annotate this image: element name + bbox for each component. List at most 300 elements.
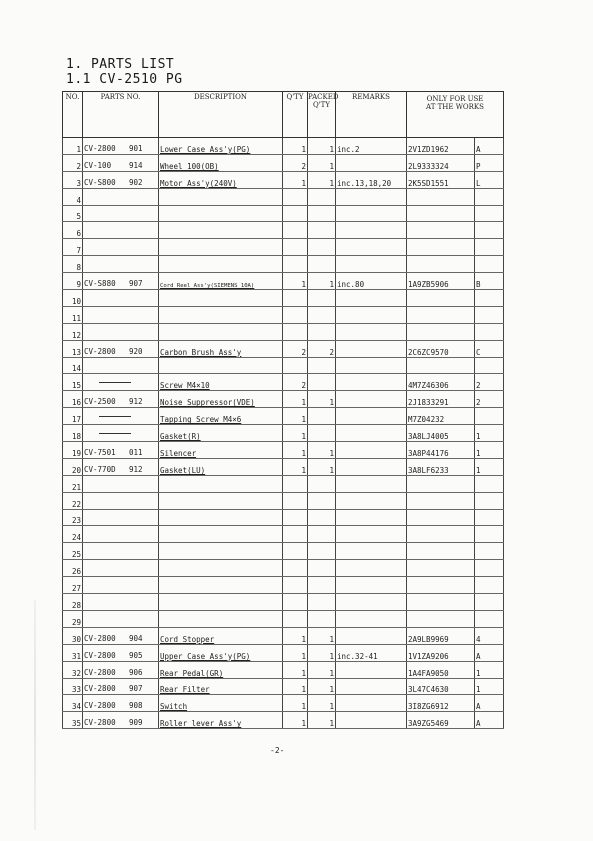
table-row <box>63 205 504 222</box>
description-cell <box>159 712 283 729</box>
same-as-dash <box>99 433 131 434</box>
remarks-cell <box>336 492 407 509</box>
parts-number-cell <box>83 644 159 661</box>
description-cell <box>159 138 283 155</box>
quantity-cell: 1 <box>283 627 308 644</box>
works-flag-cell: A <box>475 712 504 729</box>
row-number: 31 <box>63 644 83 661</box>
quantity-cell <box>283 222 308 239</box>
works-code-cell: 3A8LJ4005 <box>407 425 475 442</box>
quantity-cell <box>283 492 308 509</box>
parts-suffix: 920 <box>129 346 143 356</box>
parts-suffix: 912 <box>129 397 143 407</box>
row-number: 9 <box>63 273 83 290</box>
parts-suffix: 902 <box>129 177 143 187</box>
page-number: -2- <box>270 746 285 755</box>
works-code-cell <box>407 188 475 205</box>
quantity-cell: 2 <box>283 374 308 391</box>
table-row <box>63 323 504 340</box>
quantity-cell: 1 <box>283 712 308 729</box>
works-code-cell <box>407 290 475 307</box>
row-number: 35 <box>63 712 83 729</box>
remarks-cell <box>336 154 407 171</box>
works-code-cell: 4M7Z46306 <box>407 374 475 391</box>
works-code-cell <box>407 610 475 627</box>
packed-qty-cell <box>308 256 336 273</box>
parts-number-cell <box>83 543 159 560</box>
parts-number-cell <box>83 475 159 492</box>
table-row <box>63 273 504 290</box>
packed-qty-cell <box>308 594 336 611</box>
description-cell <box>159 526 283 543</box>
remarks-cell <box>336 475 407 492</box>
parts-number-cell <box>83 610 159 627</box>
works-flag-cell: 2 <box>475 374 504 391</box>
table-row <box>63 458 504 475</box>
works-flag-cell <box>475 594 504 611</box>
table-row <box>63 627 504 644</box>
parts-number-cell <box>83 695 159 712</box>
works-code-cell: 3L47C4630 <box>407 678 475 695</box>
parts-suffix: 907 <box>129 279 143 289</box>
quantity-cell: 1 <box>283 171 308 188</box>
subsection-title: 1.1 CV-2510 PG <box>66 72 183 87</box>
description-text: Switch <box>160 702 188 712</box>
quantity-cell: 1 <box>283 138 308 155</box>
remarks-cell <box>336 340 407 357</box>
works-code-cell: 2C6ZC9570 <box>407 340 475 357</box>
quantity-cell: 2 <box>283 154 308 171</box>
description-cell <box>159 188 283 205</box>
works-flag-cell: 2 <box>475 391 504 408</box>
works-code-cell: 2K5SD1551 <box>407 171 475 188</box>
works-flag-cell <box>475 475 504 492</box>
works-code-cell <box>407 357 475 374</box>
description-cell <box>159 678 283 695</box>
works-flag-cell: P <box>475 154 504 171</box>
packed-qty-cell: 1 <box>308 171 336 188</box>
parts-number-cell <box>83 408 159 425</box>
col-header-qty: Q'TY <box>283 92 308 138</box>
parts-number-cell <box>83 357 159 374</box>
description-cell <box>159 340 283 357</box>
parts-prefix: CV-7501 <box>84 447 116 457</box>
description-cell <box>159 323 283 340</box>
works-flag-cell <box>475 408 504 425</box>
description-cell <box>159 391 283 408</box>
description-cell <box>159 374 283 391</box>
works-flag-cell <box>475 577 504 594</box>
quantity-cell: 1 <box>283 695 308 712</box>
description-text: Tapping Screw M4×6 <box>160 415 242 425</box>
row-number: 6 <box>63 222 83 239</box>
table-row <box>63 171 504 188</box>
parts-number-cell <box>83 661 159 678</box>
table-row <box>63 644 504 661</box>
works-code-cell: 3A9ZG5469 <box>407 712 475 729</box>
parts-number-cell <box>83 374 159 391</box>
works-flag-cell <box>475 492 504 509</box>
quantity-cell <box>283 475 308 492</box>
quantity-cell <box>283 256 308 273</box>
remarks-cell <box>336 526 407 543</box>
remarks-cell <box>336 458 407 475</box>
quantity-cell <box>283 357 308 374</box>
description-text: Roller lever Ass'y <box>160 719 242 729</box>
row-number: 32 <box>63 661 83 678</box>
description-cell <box>159 357 283 374</box>
description-text: Carbon Brush Ass'y <box>160 347 242 357</box>
works-label-2: AT THE WORKS <box>426 103 484 111</box>
row-number: 11 <box>63 306 83 323</box>
quantity-cell: 1 <box>283 661 308 678</box>
table-row <box>63 408 504 425</box>
packed-qty-cell <box>308 475 336 492</box>
works-flag-cell: C <box>475 340 504 357</box>
works-code-cell: 3I8ZG6912 <box>407 695 475 712</box>
works-code-cell: 1A4FA9050 <box>407 661 475 678</box>
works-flag-cell <box>475 543 504 560</box>
parts-number-cell <box>83 526 159 543</box>
parts-number-cell <box>83 222 159 239</box>
table-row <box>63 306 504 323</box>
description-cell <box>159 442 283 459</box>
packed-qty-cell: 1 <box>308 273 336 290</box>
packed-qty-cell <box>308 526 336 543</box>
packed-qty-cell <box>308 290 336 307</box>
packed-qty-cell <box>308 323 336 340</box>
parts-prefix: CV-2800 <box>84 143 116 153</box>
description-cell <box>159 644 283 661</box>
remarks-cell: inc.32-41 <box>336 644 407 661</box>
description-text: Gasket(R) <box>160 432 201 442</box>
parts-number-cell <box>83 678 159 695</box>
parts-number-cell <box>83 323 159 340</box>
table-body <box>63 138 504 729</box>
parts-suffix: 912 <box>129 464 143 474</box>
row-number: 10 <box>63 290 83 307</box>
table-row <box>63 222 504 239</box>
works-code-cell: 2J1833291 <box>407 391 475 408</box>
description-text: Lower Case Ass'y(PG) <box>160 144 251 154</box>
row-number: 13 <box>63 340 83 357</box>
description-text: Rear Pedal(GR) <box>160 668 224 678</box>
parts-prefix: CV-2800 <box>84 346 116 356</box>
description-cell <box>159 239 283 256</box>
description-cell <box>159 594 283 611</box>
table-row <box>63 543 504 560</box>
row-number: 34 <box>63 695 83 712</box>
packed-qty-cell: 1 <box>308 442 336 459</box>
table-row <box>63 391 504 408</box>
remarks-cell <box>336 712 407 729</box>
quantity-cell <box>283 560 308 577</box>
row-number: 30 <box>63 627 83 644</box>
description-cell <box>159 492 283 509</box>
description-cell <box>159 627 283 644</box>
parts-number-cell <box>83 442 159 459</box>
packed-qty-cell <box>308 610 336 627</box>
works-code-cell <box>407 560 475 577</box>
works-flag-cell: B <box>475 273 504 290</box>
works-flag-cell: A <box>475 695 504 712</box>
works-code-cell <box>407 256 475 273</box>
works-label-1: ONLY FOR USE <box>426 95 484 103</box>
parts-number-cell <box>83 560 159 577</box>
works-flag-cell <box>475 357 504 374</box>
quantity-cell: 1 <box>283 644 308 661</box>
description-text: Gasket(LU) <box>160 465 206 475</box>
packed-qty-cell <box>308 306 336 323</box>
parts-suffix: 908 <box>129 701 143 711</box>
quantity-cell <box>283 509 308 526</box>
parts-number-cell <box>83 154 159 171</box>
row-number: 29 <box>63 610 83 627</box>
description-cell <box>159 560 283 577</box>
works-code-cell <box>407 239 475 256</box>
description-text: Wheel 100(OB) <box>160 161 219 171</box>
works-code-cell: M7Z04232 <box>407 408 475 425</box>
packed-label: PACKED <box>308 93 339 101</box>
table-row <box>63 594 504 611</box>
table-row <box>63 560 504 577</box>
works-flag-cell: L <box>475 171 504 188</box>
packed-qty-cell: 1 <box>308 644 336 661</box>
row-number: 5 <box>63 205 83 222</box>
parts-number-cell <box>83 425 159 442</box>
parts-suffix: 909 <box>129 718 143 728</box>
quantity-cell <box>283 594 308 611</box>
quantity-cell <box>283 323 308 340</box>
parts-number-cell <box>83 712 159 729</box>
quantity-cell <box>283 239 308 256</box>
quantity-cell: 1 <box>283 273 308 290</box>
quantity-cell: 1 <box>283 458 308 475</box>
description-cell <box>159 154 283 171</box>
works-flag-cell: 1 <box>475 458 504 475</box>
description-text: Noise Suppressor(VDE) <box>160 398 255 408</box>
works-code-cell <box>407 323 475 340</box>
description-cell <box>159 408 283 425</box>
remarks-cell <box>336 408 407 425</box>
row-number: 28 <box>63 594 83 611</box>
description-text: Cord Reel Ass'y(SIEMENS 10A) <box>160 283 255 290</box>
quantity-cell: 1 <box>283 442 308 459</box>
table-row <box>63 138 504 155</box>
remarks-cell <box>336 509 407 526</box>
quantity-cell <box>283 577 308 594</box>
quantity-cell <box>283 205 308 222</box>
row-number: 22 <box>63 492 83 509</box>
packed-qty-cell <box>308 188 336 205</box>
works-flag-cell: 4 <box>475 627 504 644</box>
table-row <box>63 357 504 374</box>
description-text: Motor Ass'y(240V) <box>160 178 237 188</box>
quantity-cell <box>283 306 308 323</box>
parts-prefix: CV-S800 <box>84 177 116 187</box>
packed-qty-cell <box>308 374 336 391</box>
works-flag-cell <box>475 306 504 323</box>
packed-qty-cell <box>308 205 336 222</box>
row-number: 14 <box>63 357 83 374</box>
description-cell <box>159 222 283 239</box>
row-number: 17 <box>63 408 83 425</box>
description-text: Upper Case Ass'y(PG) <box>160 651 251 661</box>
parts-suffix: 907 <box>129 684 143 694</box>
table-row <box>63 492 504 509</box>
parts-number-cell <box>83 492 159 509</box>
packed-qty-cell: 1 <box>308 154 336 171</box>
description-cell <box>159 256 283 273</box>
works-flag-cell <box>475 290 504 307</box>
packed-qty-cell <box>308 509 336 526</box>
packed-qty-cell: 1 <box>308 678 336 695</box>
works-flag-cell <box>475 560 504 577</box>
quantity-cell: 1 <box>283 391 308 408</box>
works-flag-cell <box>475 509 504 526</box>
works-code-cell <box>407 543 475 560</box>
packed-qty-cell <box>308 239 336 256</box>
packed-qty-cell: 1 <box>308 712 336 729</box>
remarks-cell <box>336 442 407 459</box>
parts-number-cell <box>83 188 159 205</box>
parts-suffix: 901 <box>129 143 143 153</box>
remarks-cell <box>336 256 407 273</box>
remarks-cell <box>336 357 407 374</box>
table-row <box>63 188 504 205</box>
works-code-cell <box>407 594 475 611</box>
parts-number-cell <box>83 171 159 188</box>
table-row <box>63 290 504 307</box>
remarks-cell <box>336 678 407 695</box>
works-flag-cell: 1 <box>475 442 504 459</box>
parts-number-cell <box>83 205 159 222</box>
packed-qty-cell <box>308 577 336 594</box>
packed-qty-cell <box>308 408 336 425</box>
works-flag-cell: A <box>475 138 504 155</box>
parts-prefix: CV-2800 <box>84 650 116 660</box>
col-header-works <box>407 92 504 138</box>
remarks-cell <box>336 374 407 391</box>
row-number: 1 <box>63 138 83 155</box>
description-cell <box>159 509 283 526</box>
works-code-cell <box>407 509 475 526</box>
description-cell <box>159 273 283 290</box>
parts-prefix: CV-770D <box>84 464 116 474</box>
remarks-cell <box>336 188 407 205</box>
works-flag-cell <box>475 256 504 273</box>
remarks-cell <box>336 425 407 442</box>
works-code-cell <box>407 492 475 509</box>
remarks-cell: inc.13,18,20 <box>336 171 407 188</box>
works-flag-cell <box>475 610 504 627</box>
row-number: 16 <box>63 391 83 408</box>
row-number: 24 <box>63 526 83 543</box>
description-text: Silencer <box>160 448 197 458</box>
quantity-cell <box>283 188 308 205</box>
packed-qty-label: Q'TY <box>313 101 330 109</box>
parts-prefix: CV-2800 <box>84 684 116 694</box>
parts-suffix: 906 <box>129 667 143 677</box>
row-number: 19 <box>63 442 83 459</box>
remarks-cell <box>336 661 407 678</box>
quantity-cell <box>283 526 308 543</box>
table-row <box>63 340 504 357</box>
packed-qty-cell: 1 <box>308 138 336 155</box>
parts-number-cell <box>83 340 159 357</box>
parts-suffix: 914 <box>129 160 143 170</box>
parts-prefix: CV-2800 <box>84 701 116 711</box>
parts-suffix: 905 <box>129 650 143 660</box>
remarks-cell: inc.2 <box>336 138 407 155</box>
row-number: 3 <box>63 171 83 188</box>
table-row <box>63 526 504 543</box>
quantity-cell <box>283 290 308 307</box>
col-header-description: DESCRIPTION <box>159 92 283 138</box>
table-row <box>63 695 504 712</box>
packed-qty-cell <box>308 357 336 374</box>
remarks-cell <box>336 577 407 594</box>
parts-number-cell <box>83 577 159 594</box>
row-number: 26 <box>63 560 83 577</box>
works-code-cell: 1A9ZB5906 <box>407 273 475 290</box>
works-flag-cell: 1 <box>475 678 504 695</box>
parts-suffix: 904 <box>129 633 143 643</box>
quantity-cell: 1 <box>283 425 308 442</box>
same-as-dash <box>99 416 131 417</box>
parts-number-cell <box>83 256 159 273</box>
col-header-parts-no: PARTS NO. <box>83 92 159 138</box>
works-code-cell <box>407 306 475 323</box>
parts-suffix: 011 <box>129 447 143 457</box>
description-cell <box>159 205 283 222</box>
row-number: 27 <box>63 577 83 594</box>
works-code-cell: 2V1ZD1962 <box>407 138 475 155</box>
works-flag-cell: 1 <box>475 425 504 442</box>
works-code-cell: 2L9333324 <box>407 154 475 171</box>
parts-prefix: CV-S880 <box>84 279 116 289</box>
table-row <box>63 442 504 459</box>
parts-number-cell <box>83 594 159 611</box>
row-number: 2 <box>63 154 83 171</box>
row-number: 8 <box>63 256 83 273</box>
row-number: 15 <box>63 374 83 391</box>
col-header-remarks: REMARKS <box>336 92 407 138</box>
description-cell <box>159 425 283 442</box>
description-cell <box>159 171 283 188</box>
parts-number-cell <box>83 391 159 408</box>
works-code-cell <box>407 205 475 222</box>
works-flag-cell <box>475 239 504 256</box>
works-flag-cell: 1 <box>475 661 504 678</box>
quantity-cell <box>283 543 308 560</box>
table-row <box>63 154 504 171</box>
quantity-cell: 1 <box>283 678 308 695</box>
description-cell <box>159 458 283 475</box>
remarks-cell <box>336 594 407 611</box>
table-header-row <box>63 92 504 138</box>
packed-qty-cell <box>308 492 336 509</box>
row-number: 20 <box>63 458 83 475</box>
col-header-no: NO. <box>63 92 83 138</box>
row-number: 18 <box>63 425 83 442</box>
description-cell <box>159 306 283 323</box>
table-row <box>63 509 504 526</box>
description-cell <box>159 577 283 594</box>
works-code-cell: 1V1ZA9206 <box>407 644 475 661</box>
table-row <box>63 577 504 594</box>
quantity-cell: 1 <box>283 408 308 425</box>
